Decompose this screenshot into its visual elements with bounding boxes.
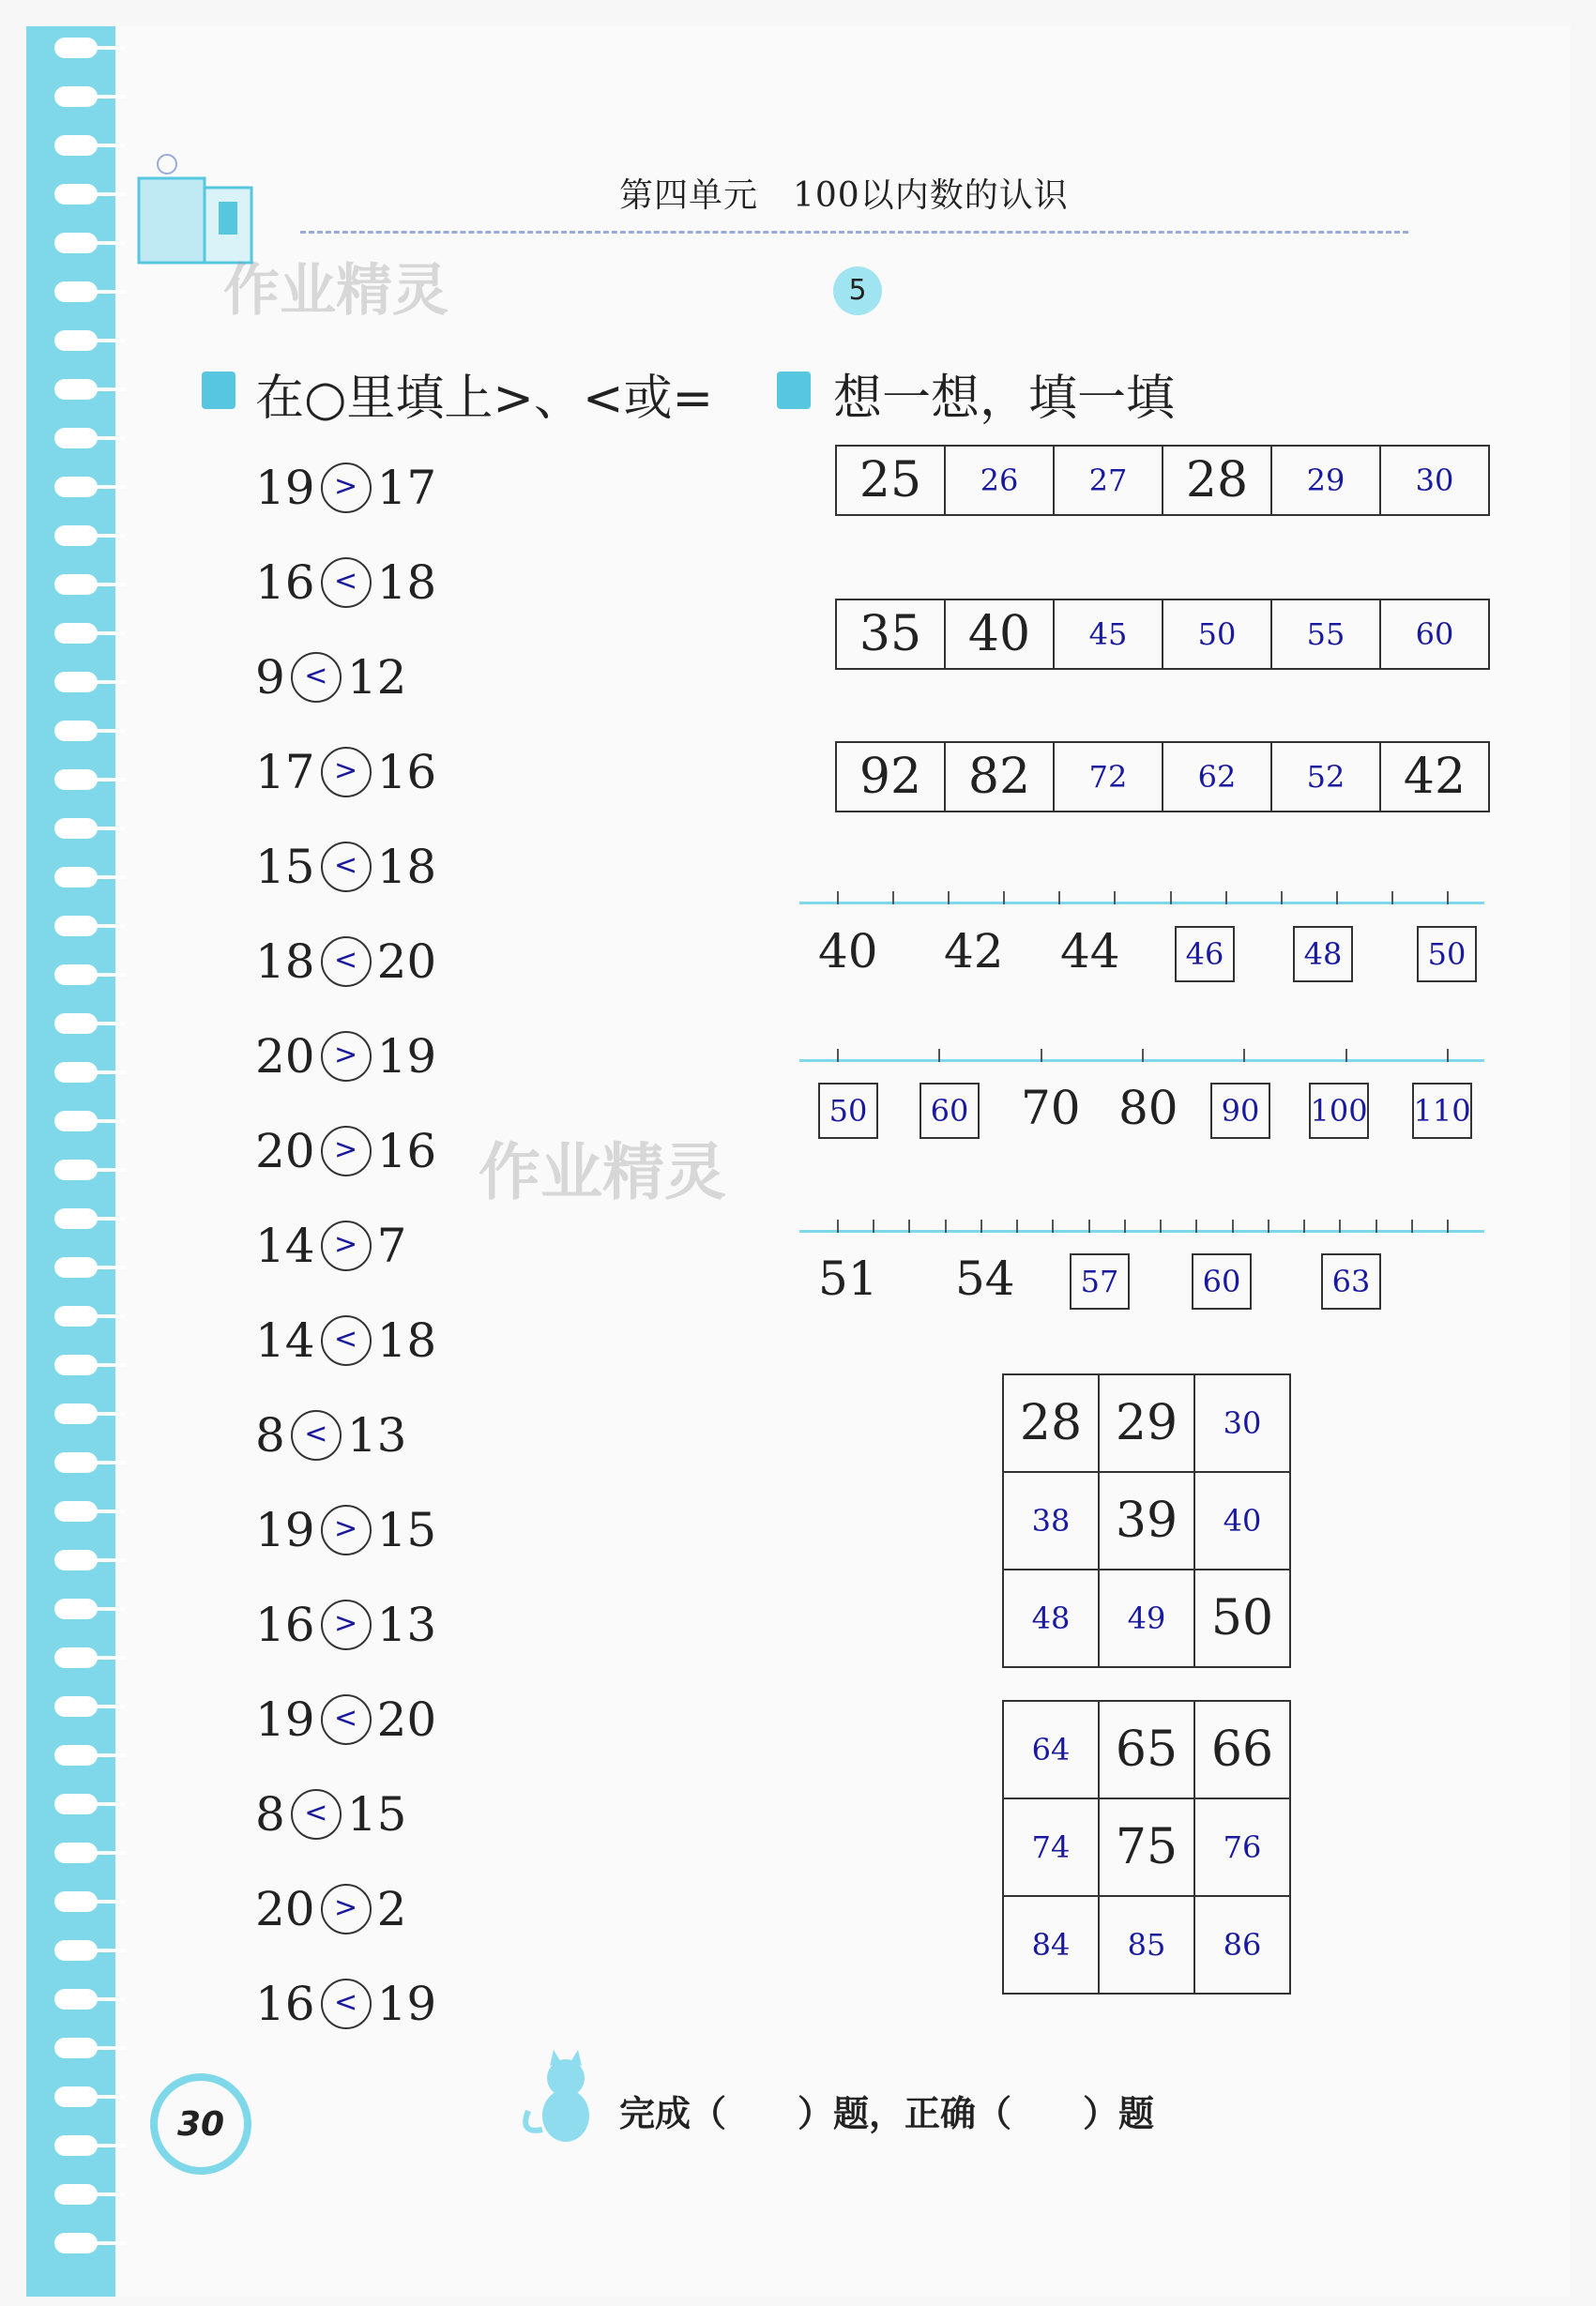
hundred-chart-fragment xyxy=(1002,1700,1291,1995)
spine-ring xyxy=(54,2233,98,2253)
number-line-answer-box: 110 xyxy=(1412,1083,1472,1139)
right-operand: 12 xyxy=(346,650,407,705)
right-operand: 15 xyxy=(346,1787,407,1842)
comparison-item xyxy=(255,554,436,611)
given-cell: 92 xyxy=(837,743,946,811)
right-operand: 2 xyxy=(376,1882,407,1936)
answer-circle xyxy=(291,652,342,703)
spine-ring xyxy=(54,672,98,692)
comparison-item xyxy=(255,1976,436,2032)
given-cell: 29 xyxy=(1100,1375,1195,1473)
left-operand: 16 xyxy=(255,1977,315,2031)
tick-mark xyxy=(1268,1220,1269,1233)
spine-ring xyxy=(54,574,98,595)
given-cell: 66 xyxy=(1195,1702,1291,1799)
spine-ring xyxy=(54,1306,98,1327)
answer-cell: 45 xyxy=(1055,600,1163,668)
spine-ring xyxy=(54,1940,98,1961)
comparison-item xyxy=(255,933,436,990)
answer-cell: 64 xyxy=(1004,1702,1100,1799)
tick-mark xyxy=(892,891,894,904)
comparison-sign: < xyxy=(334,1702,358,1735)
tick-mark xyxy=(1303,1220,1305,1233)
left-operand: 16 xyxy=(255,1598,315,1652)
spine-ring xyxy=(54,86,98,107)
comparison-sign: < xyxy=(334,944,358,977)
spine-ring xyxy=(54,1062,98,1083)
spine-ring xyxy=(54,281,98,302)
right-operand: 16 xyxy=(376,745,437,799)
left-operand: 19 xyxy=(255,1692,315,1747)
spine-ring xyxy=(54,1111,98,1131)
tick-mark xyxy=(1016,1220,1018,1233)
spine-ring xyxy=(54,1550,98,1570)
tick-mark xyxy=(948,891,950,904)
tick-mark xyxy=(1142,1049,1144,1062)
number-line-label: 42 xyxy=(944,924,1004,979)
spine-ring xyxy=(54,1843,98,1863)
spine-ring xyxy=(54,964,98,985)
spine-ring xyxy=(54,1257,98,1278)
right-operand: 13 xyxy=(376,1598,437,1652)
section-icon xyxy=(777,372,811,409)
spine-ring xyxy=(54,2184,98,2205)
answer-circle xyxy=(321,747,372,797)
tick-mark xyxy=(1411,1220,1413,1233)
right-operand: 20 xyxy=(376,934,437,989)
answer-circle xyxy=(321,842,372,892)
spine-ring xyxy=(54,1160,98,1180)
comparison-item xyxy=(255,1312,436,1369)
number-line-label: 80 xyxy=(1118,1081,1178,1135)
left-operand: 8 xyxy=(255,1408,285,1463)
comparison-item xyxy=(255,1407,406,1464)
answer-circle xyxy=(321,1126,372,1176)
answer-circle xyxy=(321,557,372,608)
answer-cell: 86 xyxy=(1195,1897,1291,1995)
spine-ring xyxy=(54,1403,98,1424)
tick-mark xyxy=(1124,1220,1126,1233)
number-line-answer-box: 50 xyxy=(1417,926,1477,982)
spine-ring xyxy=(54,1745,98,1766)
answer-cell: 38 xyxy=(1004,1473,1100,1570)
tick-mark xyxy=(1003,891,1005,904)
spine-ring xyxy=(54,1355,98,1375)
number-line-label: 70 xyxy=(1021,1081,1081,1135)
comparison-item xyxy=(255,744,436,800)
right-operand: 15 xyxy=(376,1503,437,1557)
left-operand: 14 xyxy=(255,1313,315,1368)
spine-ring xyxy=(54,1208,98,1229)
given-cell: 50 xyxy=(1195,1570,1291,1668)
tick-mark xyxy=(1170,891,1172,904)
comparison-sign: < xyxy=(304,1797,328,1829)
left-operand: 8 xyxy=(255,1787,285,1842)
right-operand: 7 xyxy=(376,1219,407,1273)
tick-mark xyxy=(1339,1220,1341,1233)
number-line-label: 51 xyxy=(818,1252,878,1306)
tick-mark xyxy=(837,1049,839,1062)
left-operand: 15 xyxy=(255,840,315,894)
spine-ring xyxy=(54,818,98,839)
spine-ring xyxy=(54,1013,98,1034)
comparison-sign: < xyxy=(334,849,358,882)
number-line-axis xyxy=(799,902,1484,904)
answer-circle xyxy=(321,1315,372,1366)
number-line-answer-box: 100 xyxy=(1309,1083,1369,1139)
number-line-label: 54 xyxy=(955,1252,1015,1306)
hundred-chart-fragment xyxy=(1002,1373,1291,1668)
tick-mark xyxy=(1088,1220,1090,1233)
answer-circle xyxy=(321,1221,372,1271)
number-line xyxy=(799,1220,1484,1233)
left-operand: 20 xyxy=(255,1124,315,1178)
watermark: 作业精灵 xyxy=(479,1136,726,1208)
spine-ring xyxy=(54,38,98,58)
spine-ring xyxy=(54,330,98,351)
tick-mark xyxy=(938,1049,940,1062)
answer-circle xyxy=(321,1600,372,1650)
comparison-item xyxy=(255,1028,436,1085)
comparison-item xyxy=(255,1786,406,1843)
sequence-row xyxy=(835,445,1490,516)
comparison-item xyxy=(255,1218,406,1274)
spine-ring xyxy=(54,1452,98,1473)
spine-ring xyxy=(54,1989,98,2010)
given-cell: 42 xyxy=(1403,749,1467,805)
tick-mark xyxy=(1232,1220,1234,1233)
spine-ring xyxy=(54,428,98,448)
left-operand: 20 xyxy=(255,1882,315,1936)
spine-ring xyxy=(54,1891,98,1912)
comparison-item xyxy=(255,839,436,895)
spine-ring xyxy=(54,623,98,644)
answer-cell: 48 xyxy=(1004,1570,1100,1668)
tick-mark xyxy=(1195,1220,1197,1233)
number-line-answer-box: 46 xyxy=(1175,926,1235,982)
comparison-item xyxy=(255,1881,406,1937)
answer-circle xyxy=(321,1031,372,1082)
answer-cell: 26 xyxy=(946,447,1055,514)
number-line-answer-box: 60 xyxy=(1192,1253,1252,1310)
comparison-sign: > xyxy=(334,470,358,503)
spine-ring xyxy=(54,1794,98,1814)
sequence-row xyxy=(835,741,1490,812)
answer-cell: 72 xyxy=(1055,743,1163,811)
left-operand: 17 xyxy=(255,745,315,799)
number-line-answer-box: 48 xyxy=(1293,926,1353,982)
right-operand: 13 xyxy=(346,1408,407,1463)
tick-mark xyxy=(908,1220,910,1233)
spine-ring xyxy=(54,1696,98,1717)
answer-cell: 85 xyxy=(1100,1897,1195,1995)
tick-mark xyxy=(945,1220,947,1233)
spine-ring xyxy=(54,1501,98,1522)
answer-circle xyxy=(321,1505,372,1555)
number-line-label: 44 xyxy=(1060,924,1120,979)
spine-ring xyxy=(54,2086,98,2107)
spine-ring xyxy=(54,1647,98,1668)
given-cell: 28 xyxy=(1163,447,1272,514)
number-line xyxy=(799,891,1484,904)
comparison-sign: < xyxy=(334,1323,358,1356)
answer-circle xyxy=(321,1694,372,1745)
comparison-sign: > xyxy=(334,1891,358,1924)
number-line-axis xyxy=(799,1230,1484,1233)
comparison-sign: < xyxy=(334,1986,358,2019)
spine-ring xyxy=(54,379,98,400)
tick-mark xyxy=(1058,891,1060,904)
completion-line: 完成（ ）题，正确（ ）题 xyxy=(619,2093,1155,2134)
tick-mark xyxy=(873,1220,874,1233)
tick-mark xyxy=(1447,1220,1449,1233)
comparison-sign: < xyxy=(304,1418,328,1450)
cat-illustration xyxy=(514,2045,608,2148)
left-operand: 18 xyxy=(255,934,315,989)
answer-cell: 55 xyxy=(1272,600,1381,668)
given-cell: 39 xyxy=(1100,1473,1195,1570)
comparison-sign: > xyxy=(334,754,358,787)
sequence-row xyxy=(835,599,1490,670)
comparison-sign: > xyxy=(334,1607,358,1640)
comparison-sign: > xyxy=(334,1133,358,1166)
spine-ring xyxy=(54,769,98,790)
comparison-item xyxy=(255,1597,436,1653)
right-operand: 18 xyxy=(376,840,437,894)
left-operand: 19 xyxy=(255,461,315,515)
answer-cell: 29 xyxy=(1272,447,1381,514)
given-cell: 35 xyxy=(837,600,946,668)
answer-cell: 30 xyxy=(1195,1375,1291,1473)
answer-cell: 60 xyxy=(1415,616,1454,652)
spine-ring xyxy=(54,1599,98,1619)
section-icon xyxy=(202,372,236,409)
given-cell: 40 xyxy=(946,600,1055,668)
given-cell: 25 xyxy=(837,447,946,514)
tick-mark xyxy=(1114,891,1116,904)
spine-ring xyxy=(54,867,98,888)
comparison-sign: > xyxy=(334,1039,358,1071)
tick-mark xyxy=(1052,1220,1054,1233)
tick-mark xyxy=(1447,1049,1449,1062)
answer-circle xyxy=(321,1979,372,2029)
spine-ring xyxy=(54,477,98,497)
number-line-label: 40 xyxy=(818,924,878,979)
tick-mark xyxy=(1281,891,1283,904)
tick-mark xyxy=(1225,891,1227,904)
tick-mark xyxy=(1336,891,1338,904)
answer-cell: 49 xyxy=(1100,1570,1195,1668)
unit-title: 第四单元 100以内数的认识 xyxy=(619,176,1069,215)
right-section-title: 想一想，填一填 xyxy=(833,371,1176,427)
spine-ring xyxy=(54,525,98,546)
comparison-item xyxy=(255,1502,436,1558)
given-cell: 75 xyxy=(1100,1799,1195,1897)
right-operand: 19 xyxy=(376,1029,437,1084)
right-operand: 18 xyxy=(376,555,437,610)
answer-circle xyxy=(321,936,372,987)
tick-mark xyxy=(837,891,839,904)
given-cell: 65 xyxy=(1100,1702,1195,1799)
answer-circle xyxy=(291,1410,342,1461)
number-line-answer-box: 57 xyxy=(1070,1253,1130,1310)
number-line xyxy=(799,1049,1484,1062)
spine-ring xyxy=(54,135,98,156)
left-operand: 20 xyxy=(255,1029,315,1084)
comparison-sign: > xyxy=(334,1228,358,1261)
answer-cell: 52 xyxy=(1272,743,1381,811)
spine-ring xyxy=(54,2135,98,2156)
right-operand: 16 xyxy=(376,1124,437,1178)
right-operand: 17 xyxy=(376,461,437,515)
left-operand: 9 xyxy=(255,650,285,705)
answer-cell: 84 xyxy=(1004,1897,1100,1995)
tick-mark xyxy=(1243,1049,1245,1062)
left-operand: 16 xyxy=(255,555,315,610)
tick-mark xyxy=(1160,1220,1162,1233)
given-cell: 82 xyxy=(946,743,1055,811)
tick-mark xyxy=(1376,1220,1377,1233)
answer-circle xyxy=(321,1884,372,1934)
comparison-item xyxy=(255,649,406,705)
page-number: 30 xyxy=(150,2073,251,2175)
tick-mark xyxy=(837,1220,839,1233)
comparison-sign: < xyxy=(334,565,358,598)
left-section-title: 在○里填上>、<或= xyxy=(255,371,714,427)
number-line-answer-box: 90 xyxy=(1210,1083,1270,1139)
comparison-item xyxy=(255,1123,436,1179)
answer-cell: 30 xyxy=(1415,463,1454,498)
right-operand: 18 xyxy=(376,1313,437,1368)
answer-circle xyxy=(291,1789,342,1840)
header-divider xyxy=(300,231,1408,234)
tick-mark xyxy=(980,1220,982,1233)
exercise-number-badge: 5 xyxy=(833,266,882,315)
spine-ring xyxy=(54,233,98,253)
right-operand: 19 xyxy=(376,1977,437,2031)
tick-mark xyxy=(1041,1049,1042,1062)
comparison-sign: < xyxy=(304,660,328,692)
answer-cell: 50 xyxy=(1163,600,1272,668)
number-line-answer-box: 63 xyxy=(1321,1253,1381,1310)
comparison-item xyxy=(255,1692,436,1748)
answer-circle xyxy=(321,463,372,513)
tick-mark xyxy=(1345,1049,1347,1062)
given-cell: 28 xyxy=(1004,1375,1100,1473)
left-operand: 19 xyxy=(255,1503,315,1557)
answer-cell: 74 xyxy=(1004,1799,1100,1897)
answer-cell: 76 xyxy=(1195,1799,1291,1897)
tick-mark xyxy=(1391,891,1393,904)
spine-ring xyxy=(54,916,98,936)
answer-cell: 27 xyxy=(1055,447,1163,514)
spine-ring xyxy=(54,184,98,205)
answer-cell: 62 xyxy=(1163,743,1272,811)
tick-mark xyxy=(1447,891,1449,904)
comparison-sign: > xyxy=(334,1512,358,1545)
right-operand: 20 xyxy=(376,1692,437,1747)
answer-cell: 40 xyxy=(1195,1473,1291,1570)
watermark: 作业精灵 xyxy=(223,258,448,324)
number-line-answer-box: 60 xyxy=(920,1083,980,1139)
comparison-item xyxy=(255,460,436,516)
number-line-answer-box: 50 xyxy=(818,1083,878,1139)
left-operand: 14 xyxy=(255,1219,315,1273)
spine-ring xyxy=(54,721,98,741)
spine-ring xyxy=(54,2038,98,2058)
